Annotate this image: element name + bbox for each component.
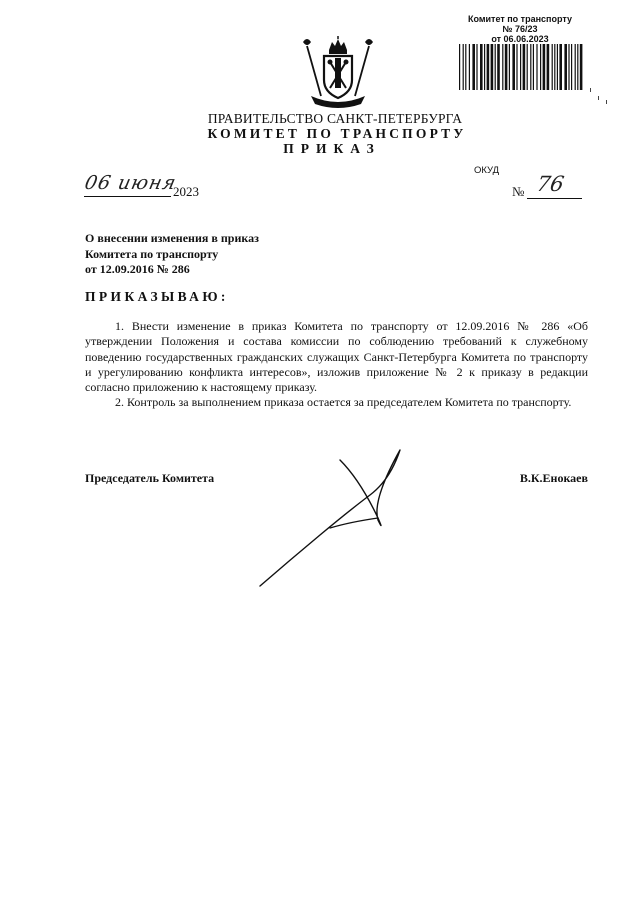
barcode-bar <box>568 44 569 90</box>
barcode-bar <box>564 44 567 90</box>
order-paragraph-2: 2. Контроль за выполнением приказа остается за председателем Комитета по транспорту. <box>115 395 572 410</box>
barcode-bar <box>552 44 553 90</box>
coat-of-arms-icon <box>299 36 377 110</box>
signature-icon <box>250 440 420 590</box>
barcode-bar <box>533 44 534 90</box>
barcode-bar <box>516 44 517 90</box>
handwritten-number: 76 <box>534 172 566 196</box>
barcode-bar <box>491 44 494 90</box>
order-heading: ПРИКАЗЫВАЮ: <box>85 289 229 304</box>
barcode-bar <box>557 44 558 90</box>
date-underline <box>84 196 171 197</box>
order-subject <box>85 231 259 278</box>
order-paragraph-1: 1. Внести изменение в приказ Комитета по транспорту от 12.09.2016 № 286 «Об утверждении Положения и состава комиссии по соблюдению требований к служебному поведению государственных гражданских служащих Санкт-Петербурга Комитета по транспорту и урегулированию конфликта интересов», изложив приложение № 2 к приказу в редакции согласно приложению к настоящему приказу. <box>85 319 588 395</box>
handwritten-date: 06 июня <box>82 172 179 194</box>
barcode-bar <box>476 44 477 90</box>
barcode-bar <box>571 44 572 90</box>
barcode-bar <box>547 44 550 90</box>
order-body <box>85 319 588 411</box>
barcode-bar <box>540 44 541 90</box>
barcode-bar <box>459 44 460 90</box>
signatory-title: Председатель Комитета <box>85 471 215 485</box>
barcode-bar <box>469 44 470 90</box>
barcode-bar <box>472 44 475 90</box>
signatory-name: В.К.Енокаев <box>519 471 588 485</box>
barcode-bar <box>495 44 496 90</box>
barcode-bar <box>463 44 464 90</box>
document-type: ПРИКАЗ <box>283 141 381 156</box>
scan-speck <box>598 96 599 100</box>
committee-title: КОМИТЕТ ПО ТРАНСПОРТУ <box>207 126 467 141</box>
barcode-bar <box>536 44 537 90</box>
subject-line: Комитета по транспорту <box>85 246 219 261</box>
barcode-bar <box>505 44 508 90</box>
barcode-bar <box>530 44 531 90</box>
stamp-line-date: от 06.06.2023 <box>491 34 549 44</box>
barcode-bar <box>559 44 562 90</box>
government-title: ПРАВИТЕЛЬСТВО САНКТ-ПЕТЕРБУРГА <box>207 111 463 126</box>
subject-line: от 12.09.2016 № 286 <box>85 262 190 276</box>
scan-speck <box>590 88 591 92</box>
barcode-bar <box>484 44 485 90</box>
stamp-line-number: № 76/23 <box>502 24 538 34</box>
subject-line: О внесении изменения в приказ <box>85 231 259 245</box>
barcode-bar <box>509 44 510 90</box>
okud-label: ОКУД <box>474 165 500 176</box>
number-underline <box>527 198 582 199</box>
barcode-bar <box>577 44 578 90</box>
date-year: 2023 <box>173 184 199 199</box>
barcode-bar <box>487 44 490 90</box>
barcode-bar <box>523 44 526 90</box>
barcode-bar <box>502 44 503 90</box>
barcode-bar <box>554 44 555 90</box>
barcode-bar <box>497 44 500 90</box>
barcode-icon <box>459 44 584 90</box>
barcode-bar <box>465 44 466 90</box>
barcode-bar <box>512 44 515 90</box>
barcode-bar <box>480 44 483 90</box>
stamp-line-committee: Комитет по транспорту <box>467 14 572 24</box>
barcode-bar <box>520 44 521 90</box>
barcode-bar <box>575 44 576 90</box>
number-sign: № <box>512 184 525 199</box>
barcode-bar <box>580 44 583 90</box>
barcode-bar <box>527 44 528 90</box>
registration-stamp <box>455 14 585 44</box>
barcode-bar <box>543 44 546 90</box>
scan-speck <box>606 100 607 104</box>
